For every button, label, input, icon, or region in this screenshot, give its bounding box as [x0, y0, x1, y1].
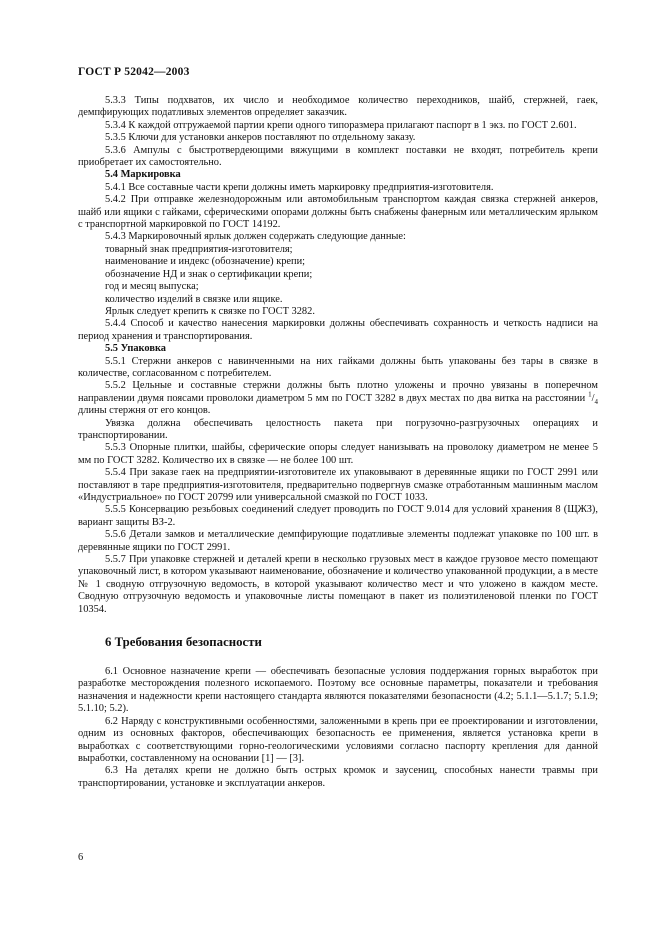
paragraph-5-5-2: 5.5.2 Цельные и составные стержни должны быть плотно уложены и прочно увязаны в поперечном направлении двумя поясами проволоки диаметром 5 мм по ГОСТ 3282 в двух местах по два витка на расстоянии $^1/_4$ длины стержня от его концов.	[78, 380, 598, 417]
paragraph-5-5-2-text: 5.5.2 Цельные и составные стержни должны быть плотно уложены и прочно увязаны в поперечном направлении двумя поясами проволоки диаметром 5 мм по ГОСТ 3282 в двух местах по два витка на расстоянии	[78, 380, 598, 404]
page-number: 6	[78, 852, 84, 863]
paragraph-binding: Увязка должна обеспечивать целостность пакета при погрузочно-разгрузочных операциях и транспортировании.	[78, 417, 598, 441]
paragraph-6-2: 6.2 Наряду с конструктивными особенностями, заложенными в крепь при ее проектировании и изготовлении, одним из основных факторов, обеспечивающих безопасность ее применения, является установка крепи в выработках с соответствующими горно-геологическими условиями согласно паспорту крепления для данной выработки, составленному на основании [1] — [3].	[78, 715, 598, 764]
paragraph-5-5-1: 5.5.1 Стержни анкеров с навинченными на них гайками должны быть упакованы без тары в связке в количестве, согласованном с потребителем.	[78, 355, 598, 379]
paragraph-5-5-5: 5.5.5 Консервацию резьбовых соединений следует проводить по ГОСТ 9.014 для условий хранения 8 (ЩЖЗ), вариант защиты ВЗ-2.	[78, 504, 598, 528]
subsection-heading-marking: 5.4 Маркировка	[105, 169, 181, 181]
section-heading-safety: 6 Требования безопасности	[105, 635, 262, 650]
paragraph-5-5-4: 5.5.4 При заказе гаек на предприятии-изготовителе их упаковывают в деревянные ящики по ГОСТ 2991 или поставляют в таре предприятия-изготовителя, предварительно подвергнув смазке отработанным машинным маслом «Индустриальное» по ГОСТ 20799 или универсальной смазкой по ГОСТ 1033.	[78, 467, 598, 503]
fraction-numerator: 1	[588, 390, 592, 399]
document-header: ГОСТ Р 52042—2003	[78, 66, 190, 78]
paragraph-6-1: 6.1 Основное назначение крепи — обеспечивать безопасные условия поддержания горных выработок при разработке месторождения полезного ископаемого. Поэтому все основные параметры, показатели и требования назначения и надежности крепи настоящего стандарта являются показателями безопасности (4.2; 5.1.1—5.1.7; 5.1.9; 5.1.10; 5.2).	[78, 666, 598, 715]
paragraph-5-5-3: 5.5.3 Опорные плитки, шайбы, сферические опоры следует нанизывать на проволоку диаметром не менее 5 мм по ГОСТ 3282. Количество их в связке — не более 100 шт.	[78, 442, 598, 466]
subsection-heading-packaging: 5.5 Упаковка	[105, 343, 166, 355]
list-item: товарный знак предприятия-изготовителя;	[105, 243, 293, 255]
fraction-denominator: 4	[594, 397, 598, 406]
paragraph-5-3-3: 5.3.3 Типы подхватов, их число и необходимое количество переходников, шайб, стержней, гаек, демпфирующих податливых элементов определяет заказчик.	[78, 95, 598, 119]
paragraph-5-5-6: 5.5.6 Детали замков и металлические демпфирующие податливые элементы подлежат упаковке по 100 шт. в деревянные ящики по ГОСТ 2991.	[78, 529, 598, 553]
list-item: количество изделий в связке или ящике.	[105, 293, 283, 305]
paragraph-6-3: 6.3 На деталях крепи не должно быть острых кромок и заусениц, способных нанести травмы при транспортировании, установке и эксплуатации анкеров.	[78, 765, 598, 789]
paragraph-5-3-4: 5.3.4 К каждой отгружаемой партии крепи одного типоразмера прилагают паспорт в 1 экз. по ГОСТ 2.601.	[105, 119, 577, 131]
paragraph-5-5-2-text-end: длины стержня от его концов.	[78, 405, 211, 417]
document-body	[78, 95, 598, 790]
paragraph-5-4-1: 5.4.1 Все составные части крепи должны иметь маркировку предприятия-изготовителя.	[105, 181, 494, 193]
paragraph-5-3-5: 5.3.5 Ключи для установки анкеров поставляют по отдельному заказу.	[105, 132, 416, 144]
paragraph-5-4-3: 5.4.3 Маркировочный ярлык должен содержать следующие данные:	[105, 231, 406, 243]
paragraph-5-4-4: 5.4.4 Способ и качество нанесения маркировки должны обеспечивать сохранность и четкость надписи на период хранения и транспортирования.	[78, 318, 598, 342]
paragraph-label-attachment: Ярлык следует крепить к связке по ГОСТ 3282.	[105, 305, 315, 317]
paragraph-5-5-7: 5.5.7 При упаковке стержней и деталей крепи в несколько грузовых мест в каждое грузовое место помещают упаковочный лист, в котором указывают наименование, обозначение и количество упакованной продукции, а в месте № 1 сводную отгрузочную ведомость, в которой указывают количество мест и что уложено в каждом месте. Сводную отгрузочную ведомость и упаковочные листы помещают в пакет из полиэтиленовой пленки по ГОСТ 10354.	[78, 554, 598, 615]
list-item: обозначение НД и знак о сертификации крепи;	[105, 268, 313, 280]
paragraph-5-3-6: 5.3.6 Ампулы с быстротвердеющими вяжущими в комплект поставки не входят, потребитель крепи приобретает их самостоятельно.	[78, 144, 598, 169]
list-item: наименование и индекс (обозначение) крепи;	[105, 256, 306, 268]
paragraph-5-4-2: 5.4.2 При отправке железнодорожным или автомобильным транспортом каждая связка стержней анкеров, шайб или ящики с гайками, сферическими опорами должны быть снабжены фанерным или металлическим ярлыком с транспортной маркировкой по ГОСТ 14192.	[78, 194, 598, 231]
list-item: год и месяц выпуска;	[105, 281, 199, 293]
